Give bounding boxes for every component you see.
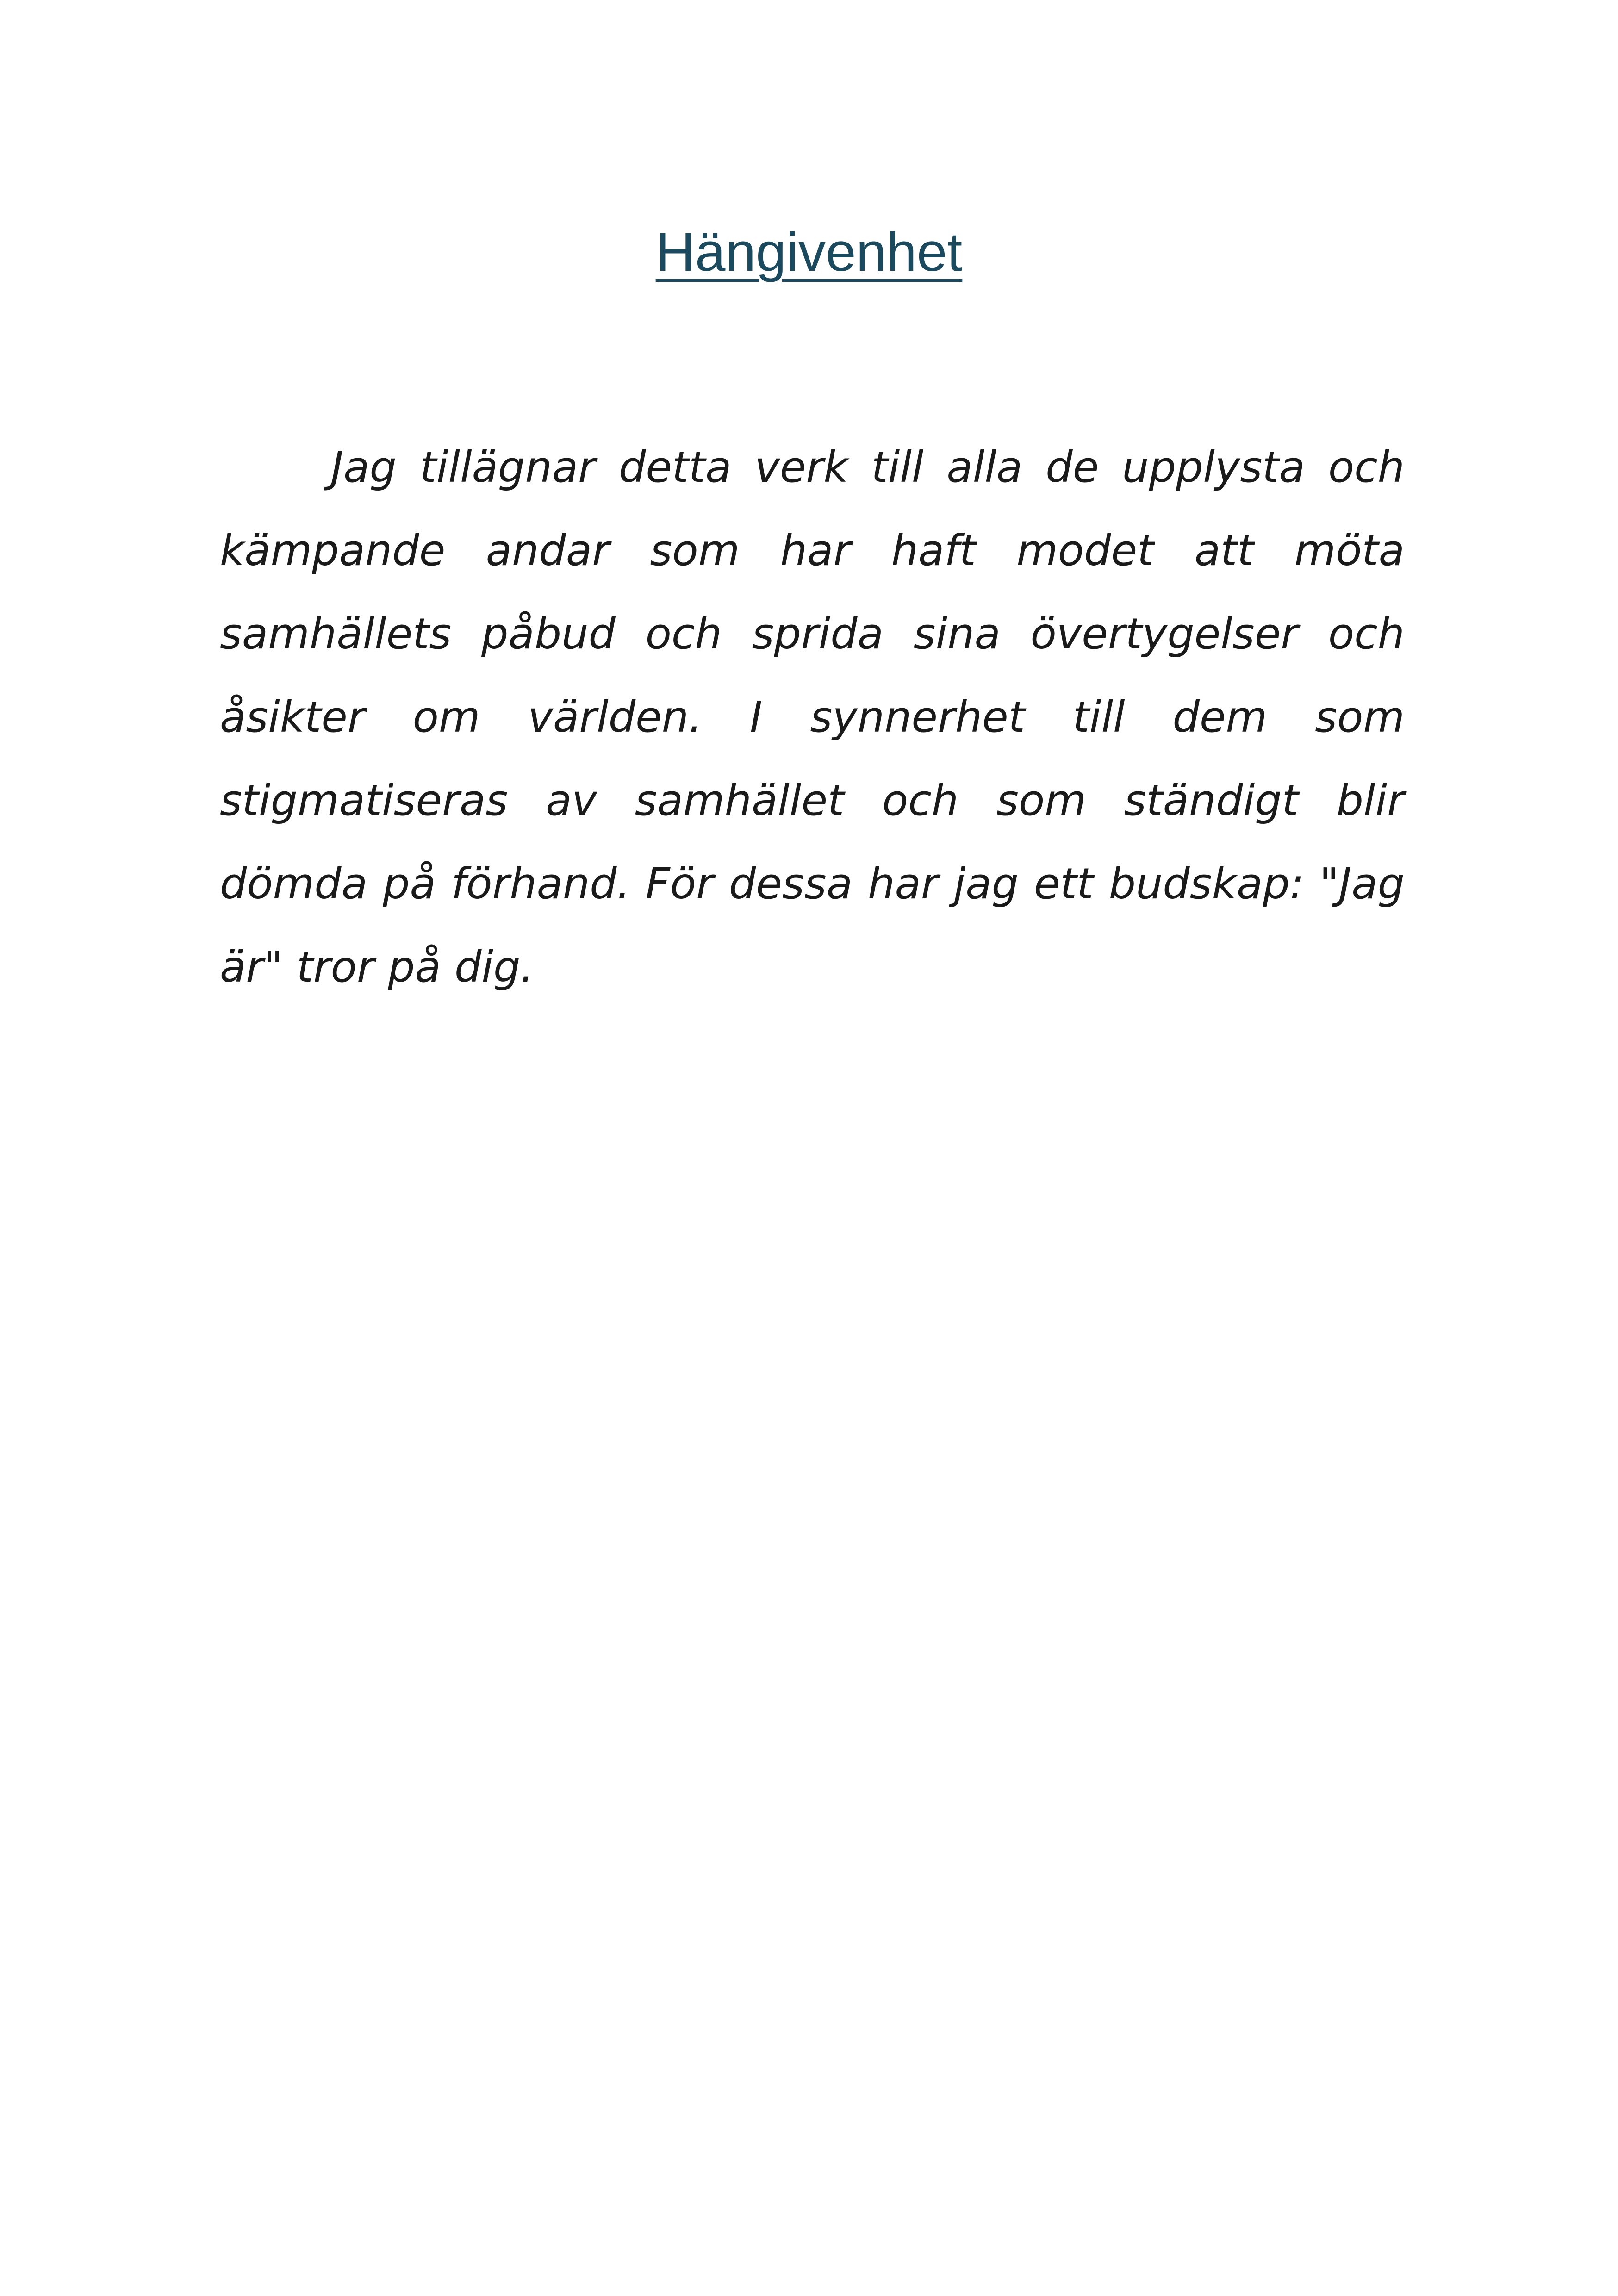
- dedication-paragraph: Jag tillägnar detta verk till alla de upplysta och kämpande andar som har haft modet att möta samhällets påbud och sprida sina övertygelser och åsikter om världen. I synnerhet till dem som stigmatiseras av samhället och som ständigt blir dömda på förhand. För dessa har jag ett budskap: "Jag är" tror på dig.: [220, 442, 1405, 992]
- page-title: Hängivenhet: [655, 222, 963, 283]
